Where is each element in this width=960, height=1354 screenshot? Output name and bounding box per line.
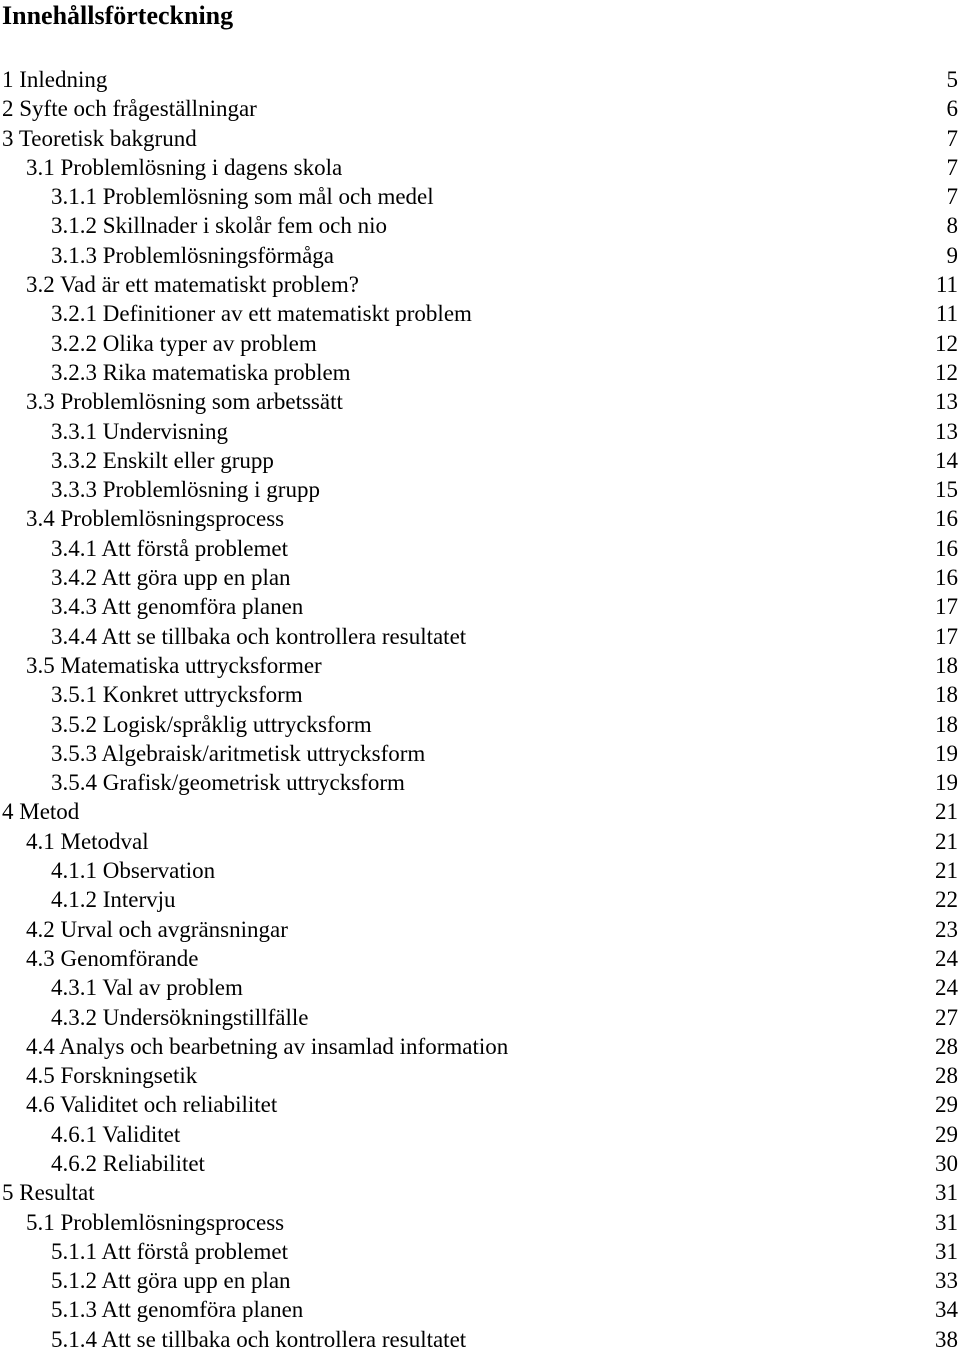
toc-entry[interactable] bbox=[0, 827, 960, 856]
toc-entry[interactable] bbox=[0, 856, 960, 885]
toc-entry-page-number: 8 bbox=[946, 213, 958, 239]
toc-entry-label: 3.4 Problemlösningsprocess bbox=[26, 506, 285, 532]
toc-entry[interactable] bbox=[0, 1090, 960, 1119]
toc-entry[interactable] bbox=[0, 241, 960, 270]
toc-entry-label: 4.1.2 Intervju bbox=[51, 887, 176, 913]
toc-entry-page-number: 7 bbox=[946, 125, 958, 151]
toc-entry-label: 3.4.1 Att förstå problemet bbox=[51, 535, 288, 561]
toc-entry-label: 5.1.3 Att genomföra planen bbox=[51, 1297, 304, 1323]
toc-entry[interactable] bbox=[0, 1032, 960, 1061]
toc-entry[interactable] bbox=[0, 124, 960, 153]
toc-entry-page-number: 21 bbox=[935, 828, 958, 854]
toc-entry-page-number: 18 bbox=[935, 682, 958, 708]
toc-entry-label: 5.1.2 Att göra upp en plan bbox=[51, 1268, 291, 1294]
toc-entry-label: 5 Resultat bbox=[2, 1180, 95, 1206]
toc-entry-page-number: 31 bbox=[935, 1180, 958, 1206]
toc-entry-page-number: 29 bbox=[935, 1121, 958, 1147]
toc-entry[interactable] bbox=[0, 446, 960, 475]
toc-entry-page-number: 17 bbox=[935, 623, 958, 649]
toc-entry-page-number: 7 bbox=[946, 154, 958, 180]
toc-entry-page-number: 7 bbox=[946, 184, 958, 210]
toc-entry-page-number: 21 bbox=[935, 858, 958, 884]
toc-entry-label: 4.2 Urval och avgränsningar bbox=[26, 916, 288, 942]
toc-entry-label: 3.1.2 Skillnader i skolår fem och nio bbox=[51, 213, 387, 239]
toc-entry-label: 3.3.3 Problemlösning i grupp bbox=[51, 477, 320, 503]
toc-entry[interactable] bbox=[0, 211, 960, 240]
toc-entry-label: 3.1 Problemlösning i dagens skola bbox=[26, 154, 343, 180]
toc-entry-label: 4.6.1 Validitet bbox=[51, 1121, 181, 1147]
toc-entry[interactable] bbox=[0, 65, 960, 94]
toc-entry-page-number: 27 bbox=[935, 1004, 958, 1030]
toc-entry-page-number: 29 bbox=[935, 1092, 958, 1118]
toc-entry[interactable] bbox=[0, 592, 960, 621]
toc-entry[interactable] bbox=[0, 622, 960, 651]
toc-entry-page-number: 14 bbox=[935, 447, 958, 473]
toc-entry-label: 4.6 Validitet och reliabilitet bbox=[26, 1092, 278, 1118]
toc-entry-page-number: 13 bbox=[935, 418, 958, 444]
toc-entry-page-number: 12 bbox=[935, 359, 958, 385]
toc-entry-page-number: 24 bbox=[935, 975, 958, 1001]
toc-entry[interactable] bbox=[0, 94, 960, 123]
toc-entry[interactable] bbox=[0, 739, 960, 768]
toc-entry[interactable] bbox=[0, 1266, 960, 1295]
toc-entry-label: 3.2 Vad är ett matematiskt problem? bbox=[26, 272, 359, 298]
toc-entry[interactable] bbox=[0, 387, 960, 416]
toc-entry-label: 4.3.1 Val av problem bbox=[51, 975, 243, 1001]
toc-entry-label: 3 Teoretisk bakgrund bbox=[2, 125, 197, 151]
toc-entry-page-number: 13 bbox=[935, 389, 958, 415]
toc-entry-label: 3.5.3 Algebraisk/aritmetisk uttrycksform bbox=[51, 740, 426, 766]
toc-entry[interactable] bbox=[0, 1295, 960, 1324]
toc-entry[interactable] bbox=[0, 651, 960, 680]
toc-entry[interactable] bbox=[0, 563, 960, 592]
table-of-contents bbox=[0, 65, 960, 1354]
toc-entry-label: 3.3.2 Enskilt eller grupp bbox=[51, 447, 274, 473]
toc-entry[interactable] bbox=[0, 680, 960, 709]
toc-entry-page-number: 19 bbox=[935, 770, 958, 796]
toc-entry-label: 3.3.1 Undervisning bbox=[51, 418, 228, 444]
toc-entry-label: 2 Syfte och frågeställningar bbox=[2, 96, 257, 122]
toc-entry-label: 4.1 Metodval bbox=[26, 828, 149, 854]
toc-entry-label: 3.2.2 Olika typer av problem bbox=[51, 330, 317, 356]
toc-entry-label: 5.1.1 Att förstå problemet bbox=[51, 1238, 288, 1264]
toc-entry-label: 3.5.4 Grafisk/geometrisk uttrycksform bbox=[51, 770, 405, 796]
toc-entry-label: 5.1 Problemlösningsprocess bbox=[26, 1209, 285, 1235]
toc-entry-page-number: 31 bbox=[935, 1209, 958, 1235]
toc-entry-label: 3.1.1 Problemlösning som mål och medel bbox=[51, 184, 434, 210]
toc-entry-page-number: 12 bbox=[935, 330, 958, 356]
toc-entry[interactable] bbox=[0, 1003, 960, 1032]
toc-entry-page-number: 18 bbox=[935, 652, 958, 678]
toc-entry-page-number: 24 bbox=[935, 945, 958, 971]
toc-entry[interactable] bbox=[0, 1061, 960, 1090]
toc-entry[interactable] bbox=[0, 915, 960, 944]
toc-entry-page-number: 15 bbox=[935, 477, 958, 503]
toc-entry[interactable] bbox=[0, 475, 960, 504]
toc-entry-page-number: 31 bbox=[935, 1238, 958, 1264]
toc-entry-label: 3.4.3 Att genomföra planen bbox=[51, 594, 304, 620]
toc-entry[interactable] bbox=[0, 358, 960, 387]
toc-entry-page-number: 16 bbox=[935, 506, 958, 532]
toc-entry-label: 3.5.1 Konkret uttrycksform bbox=[51, 682, 303, 708]
toc-entry[interactable] bbox=[0, 153, 960, 182]
toc-entry-label: 3.2.1 Definitioner av ett matematiskt problem bbox=[51, 301, 472, 327]
toc-entry[interactable] bbox=[0, 504, 960, 533]
toc-entry-page-number: 23 bbox=[935, 916, 958, 942]
toc-entry-page-number: 11 bbox=[935, 272, 958, 298]
toc-entry-label: 4.6.2 Reliabilitet bbox=[51, 1150, 205, 1176]
toc-entry-page-number: 21 bbox=[935, 799, 958, 825]
toc-entry[interactable] bbox=[0, 1178, 960, 1207]
toc-entry-page-number: 22 bbox=[935, 887, 958, 913]
toc-entry-label: 4.3 Genomförande bbox=[26, 945, 199, 971]
toc-entry[interactable] bbox=[0, 944, 960, 973]
toc-entry[interactable] bbox=[0, 329, 960, 358]
toc-entry-page-number: 28 bbox=[935, 1063, 958, 1089]
toc-entry-page-number: 5 bbox=[946, 67, 958, 92]
toc-entry[interactable] bbox=[0, 270, 960, 299]
toc-entry[interactable] bbox=[0, 973, 960, 1002]
toc-entry-page-number: 30 bbox=[935, 1150, 958, 1176]
toc-entry[interactable] bbox=[0, 182, 960, 211]
toc-entry[interactable] bbox=[0, 1237, 960, 1266]
toc-entry-label: 5.1.4 Att se tillbaka och kontrollera resultatet bbox=[51, 1326, 467, 1352]
page-title: Innehållsförteckning bbox=[2, 1, 234, 30]
toc-entry-page-number: 28 bbox=[935, 1033, 958, 1059]
toc-entry-label: 3.2.3 Rika matematiska problem bbox=[51, 359, 351, 385]
toc-entry-label: 3.1.3 Problemlösningsförmåga bbox=[51, 242, 334, 268]
toc-entry-label: 3.4.4 Att se tillbaka och kontrollera resultatet bbox=[51, 623, 467, 649]
toc-entry-label: 4.1.1 Observation bbox=[51, 858, 216, 884]
toc-entry-page-number: 19 bbox=[935, 740, 958, 766]
toc-entry-label: 3.3 Problemlösning som arbetssätt bbox=[26, 389, 343, 415]
toc-entry-label: 3.5.2 Logisk/språklig uttrycksform bbox=[51, 711, 372, 737]
toc-entry[interactable] bbox=[0, 710, 960, 739]
toc-entry-page-number: 11 bbox=[935, 301, 958, 327]
toc-entry-label: 4.3.2 Undersökningstillfälle bbox=[51, 1004, 309, 1030]
toc-entry[interactable] bbox=[0, 768, 960, 797]
toc-entry-label: 4.5 Forskningsetik bbox=[26, 1063, 198, 1089]
toc-entry[interactable] bbox=[0, 885, 960, 914]
toc-entry-label: 1 Inledning bbox=[2, 67, 108, 92]
toc-entry[interactable] bbox=[0, 417, 960, 446]
toc-entry[interactable] bbox=[0, 1120, 960, 1149]
toc-entry-page-number: 17 bbox=[935, 594, 958, 620]
toc-entry[interactable] bbox=[0, 534, 960, 563]
toc-entry-page-number: 9 bbox=[946, 242, 958, 268]
toc-entry-page-number: 33 bbox=[935, 1268, 958, 1294]
toc-entry-label: 3.5 Matematiska uttrycksformer bbox=[26, 652, 322, 678]
toc-entry-page-number: 34 bbox=[935, 1297, 958, 1323]
toc-entry-page-number: 38 bbox=[935, 1326, 958, 1352]
toc-entry[interactable] bbox=[0, 1208, 960, 1237]
toc-entry[interactable] bbox=[0, 299, 960, 328]
toc-entry-page-number: 18 bbox=[935, 711, 958, 737]
toc-entry-page-number: 16 bbox=[935, 565, 958, 591]
toc-entry-label: 4 Metod bbox=[2, 799, 80, 825]
toc-entry[interactable] bbox=[0, 797, 960, 826]
toc-entry[interactable] bbox=[0, 1325, 960, 1354]
toc-entry-label: 4.4 Analys och bearbetning av insamlad information bbox=[26, 1033, 509, 1059]
toc-entry-page-number: 6 bbox=[946, 96, 958, 122]
toc-entry-page-number: 16 bbox=[935, 535, 958, 561]
toc-entry-label: 3.4.2 Att göra upp en plan bbox=[51, 565, 291, 591]
toc-entry[interactable] bbox=[0, 1149, 960, 1178]
